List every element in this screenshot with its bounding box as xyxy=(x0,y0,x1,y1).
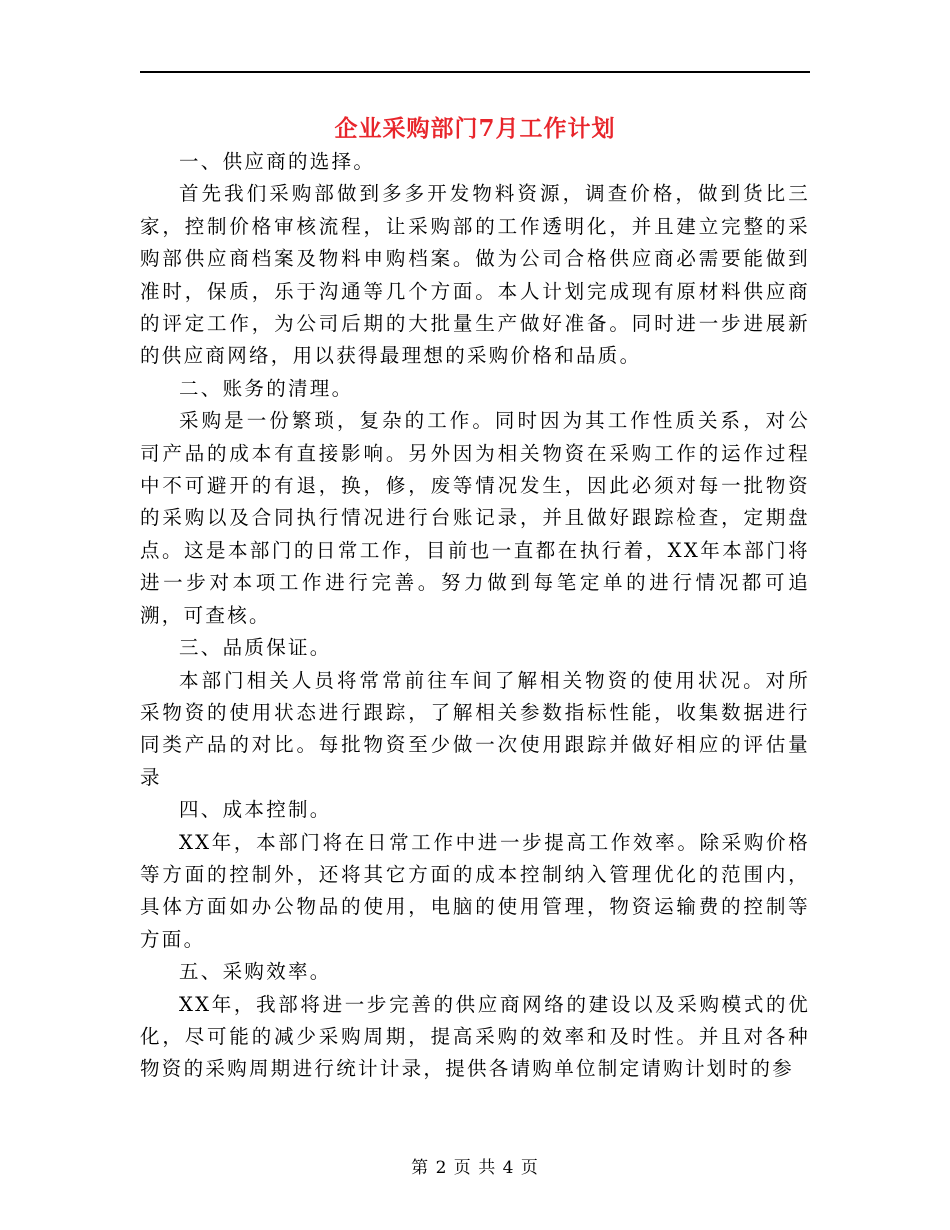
section-heading-1: 一、供应商的选择。 xyxy=(179,150,376,173)
section-heading-3: 三、品质保证。 xyxy=(179,636,332,660)
paragraph-cost: XX年，本部门将在日常工作中进一步提高工作效率。除采购价格等方面的控制外，还将其它方面的成本控制纳入管理优化的范围内，具体方面如办公物品的使用，电脑的使用管理，物资运输费的控制等方面。 xyxy=(140,830,810,951)
paragraph-efficiency: XX年，我部将进一步完善的供应商网络的建设以及采购模式的优化，尽可能的减少采购周期，提高采购的效率和及时性。并且对各种物资的采购周期进行统计计录，提供各请购单位制定请购计划时的参 xyxy=(140,992,810,1081)
document-body xyxy=(140,146,810,1086)
paragraph-quality: 本部门相关人员将常常前往车间了解相关物资的使用状况。对所采物资的使用状态进行跟踪，了解相关参数指标性能，收集数据进行同类产品的对比。每批物资至少做一次使用跟踪并做好相应的评估量录 xyxy=(140,668,810,789)
section-heading-2: 二、账务的清理。 xyxy=(179,376,354,400)
page-number-footer: 第 2 页 共 4 页 xyxy=(411,1158,539,1178)
header-rule xyxy=(140,71,810,73)
section-heading-4: 四、成本控制。 xyxy=(179,798,332,822)
document-title: 企业采购部门7月工作计划 xyxy=(334,115,616,142)
section-heading-5: 五、采购效率。 xyxy=(179,960,332,984)
paragraph-supplier: 首先我们采购部做到多多开发物料资源，调查价格，做到货比三家，控制价格审核流程，让采购部的工作透明化，并且建立完整的采购部供应商档案及物料申购档案。做为公司合格供应商必需要能做到准时，保质，乐于沟通等几个方面。本人计划完成现有原材料供应商的评定工作，为公司后期的大批量生产做好准备。同时进一步进展新的供应商网络，用以获得最理想的采购价格和品质。 xyxy=(140,182,810,368)
paragraph-accounts: 采购是一份繁琐，复杂的工作。同时因为其工作性质关系，对公司产品的成本有直接影响。另外因为相关物资在采购工作的运作过程中不可避开的有退，换，修，废等情况发生，因此必须对每一批物资的采购以及合同执行情况进行台账记录，并且做好跟踪检查，定期盘点。这是本部门的日常工作，目前也一直都在执行着，XX年本部门将进一步对本项工作进行完善。努力做到每笔定单的进行情况都可追溯，可查核。 xyxy=(140,409,810,627)
